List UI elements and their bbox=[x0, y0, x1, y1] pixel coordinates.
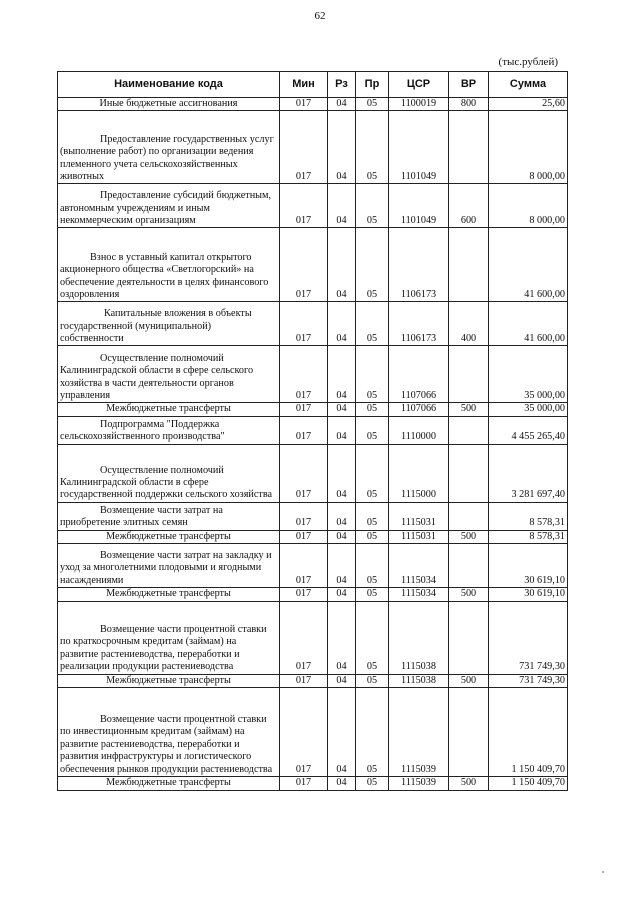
row-min: 017 bbox=[280, 416, 328, 444]
row-rz: 04 bbox=[328, 416, 356, 444]
row-min: 017 bbox=[280, 674, 328, 687]
row-csr: 1110000 bbox=[389, 416, 449, 444]
row-vr bbox=[449, 688, 489, 777]
row-sum: 1 150 409,70 bbox=[489, 688, 568, 777]
row-sum: 4 455 265,40 bbox=[489, 416, 568, 444]
row-sum: 35 000,00 bbox=[489, 403, 568, 416]
row-csr: 1107066 bbox=[389, 346, 449, 403]
row-min: 017 bbox=[280, 688, 328, 777]
row-min: 017 bbox=[280, 530, 328, 543]
table-row bbox=[58, 184, 568, 228]
row-csr: 1106173 bbox=[389, 228, 449, 302]
row-rz: 04 bbox=[328, 674, 356, 687]
row-name: Межбюджетные трансферты bbox=[58, 777, 280, 790]
row-pr: 05 bbox=[356, 98, 389, 111]
units-label: (тыс.рублей) bbox=[498, 56, 558, 68]
row-rz: 04 bbox=[328, 777, 356, 790]
row-csr: 1101049 bbox=[389, 111, 449, 184]
row-pr: 05 bbox=[356, 544, 389, 588]
header-min: Мин bbox=[280, 72, 328, 98]
row-min: 017 bbox=[280, 111, 328, 184]
row-vr bbox=[449, 502, 489, 530]
row-rz: 04 bbox=[328, 228, 356, 302]
row-vr: 500 bbox=[449, 403, 489, 416]
row-pr: 05 bbox=[356, 184, 389, 228]
row-min: 017 bbox=[280, 184, 328, 228]
row-name: Осуществление полномочий Калининградской области в сфере государственной поддержки сельского хозяйства bbox=[58, 444, 280, 502]
row-min: 017 bbox=[280, 502, 328, 530]
table-row bbox=[58, 111, 568, 184]
row-rz: 04 bbox=[328, 111, 356, 184]
row-csr: 1115000 bbox=[389, 444, 449, 502]
table-row bbox=[58, 346, 568, 403]
row-csr: 1115034 bbox=[389, 588, 449, 601]
row-vr bbox=[449, 111, 489, 184]
row-vr bbox=[449, 544, 489, 588]
row-name: Возмещение части затрат на приобретение элитных семян bbox=[58, 502, 280, 530]
row-pr: 05 bbox=[356, 502, 389, 530]
row-rz: 04 bbox=[328, 302, 356, 346]
row-rz: 04 bbox=[328, 588, 356, 601]
header-pr: Пр bbox=[356, 72, 389, 98]
table-row bbox=[58, 601, 568, 674]
row-vr: 400 bbox=[449, 302, 489, 346]
row-sum: 8 000,00 bbox=[489, 184, 568, 228]
row-sum: 731 749,30 bbox=[489, 601, 568, 674]
scan-artifact bbox=[602, 871, 604, 873]
row-csr: 1115031 bbox=[389, 502, 449, 530]
row-name: Предоставление государственных услуг (выполнение работ) по организации ведения племенного учета сельскохозяйственных животных bbox=[58, 111, 280, 184]
row-pr: 05 bbox=[356, 530, 389, 543]
row-sum: 30 619,10 bbox=[489, 588, 568, 601]
row-pr: 05 bbox=[356, 777, 389, 790]
row-min: 017 bbox=[280, 588, 328, 601]
row-sum: 8 578,31 bbox=[489, 530, 568, 543]
row-vr bbox=[449, 228, 489, 302]
row-csr: 1115031 bbox=[389, 530, 449, 543]
row-name: Возмещение части затрат на закладку и уход за многолетними плодовыми и ягодными насаждениями bbox=[58, 544, 280, 588]
row-pr: 05 bbox=[356, 228, 389, 302]
row-vr bbox=[449, 346, 489, 403]
table-row bbox=[58, 403, 568, 416]
row-name: Межбюджетные трансферты bbox=[58, 674, 280, 687]
row-vr bbox=[449, 601, 489, 674]
row-min: 017 bbox=[280, 98, 328, 111]
table-row bbox=[58, 544, 568, 588]
row-min: 017 bbox=[280, 601, 328, 674]
row-name: Иные бюджетные ассигнования bbox=[58, 98, 280, 111]
row-rz: 04 bbox=[328, 98, 356, 111]
row-min: 017 bbox=[280, 777, 328, 790]
row-rz: 04 bbox=[328, 403, 356, 416]
row-name: Возмещение части процентной ставки по краткосрочным кредитам (займам) на развитие растениеводства, переработки и реализации продукции растениеводства bbox=[58, 601, 280, 674]
row-name: Предоставление субсидий бюджетным, автономным учреждениям и иным некоммерческим организациям bbox=[58, 184, 280, 228]
row-sum: 41 600,00 bbox=[489, 302, 568, 346]
table-row bbox=[58, 688, 568, 777]
row-pr: 05 bbox=[356, 601, 389, 674]
header-sum: Сумма bbox=[489, 72, 568, 98]
row-sum: 8 000,00 bbox=[489, 111, 568, 184]
budget-table bbox=[57, 71, 568, 791]
header-row bbox=[58, 72, 568, 98]
row-sum: 731 749,30 bbox=[489, 674, 568, 687]
table-row bbox=[58, 502, 568, 530]
row-rz: 04 bbox=[328, 502, 356, 530]
row-csr: 1115039 bbox=[389, 777, 449, 790]
table-row bbox=[58, 674, 568, 687]
table-row bbox=[58, 416, 568, 444]
row-csr: 1115038 bbox=[389, 601, 449, 674]
page-number: 62 bbox=[314, 10, 326, 22]
row-name: Возмещение части процентной ставки по инвестиционным кредитам (займам) на развитие растениеводства, переработки и развития инфраструктуры и логистического обеспечения рынков продукции растениеводства bbox=[58, 688, 280, 777]
row-rz: 04 bbox=[328, 601, 356, 674]
row-csr: 1106173 bbox=[389, 302, 449, 346]
row-rz: 04 bbox=[328, 444, 356, 502]
row-pr: 05 bbox=[356, 403, 389, 416]
header-name: Наименование кода bbox=[58, 72, 280, 98]
row-pr: 05 bbox=[356, 674, 389, 687]
row-rz: 04 bbox=[328, 544, 356, 588]
row-name: Межбюджетные трансферты bbox=[58, 403, 280, 416]
row-vr: 500 bbox=[449, 674, 489, 687]
row-name: Осуществление полномочий Калининградской области в сфере сельского хозяйства в части деятельности органов управления bbox=[58, 346, 280, 403]
row-csr: 1107066 bbox=[389, 403, 449, 416]
row-rz: 04 bbox=[328, 346, 356, 403]
row-sum: 41 600,00 bbox=[489, 228, 568, 302]
row-name: Межбюджетные трансферты bbox=[58, 588, 280, 601]
row-min: 017 bbox=[280, 444, 328, 502]
row-vr: 600 bbox=[449, 184, 489, 228]
row-rz: 04 bbox=[328, 184, 356, 228]
row-csr: 1115034 bbox=[389, 544, 449, 588]
row-pr: 05 bbox=[356, 688, 389, 777]
row-sum: 1 150 409,70 bbox=[489, 777, 568, 790]
table-row bbox=[58, 530, 568, 543]
row-vr bbox=[449, 444, 489, 502]
row-vr bbox=[449, 416, 489, 444]
row-sum: 3 281 697,40 bbox=[489, 444, 568, 502]
table-row bbox=[58, 444, 568, 502]
row-pr: 05 bbox=[356, 111, 389, 184]
row-sum: 25,60 bbox=[489, 98, 568, 111]
row-min: 017 bbox=[280, 544, 328, 588]
table-row bbox=[58, 777, 568, 790]
row-csr: 1101049 bbox=[389, 184, 449, 228]
row-vr: 500 bbox=[449, 530, 489, 543]
row-min: 017 bbox=[280, 403, 328, 416]
row-pr: 05 bbox=[356, 444, 389, 502]
table-row bbox=[58, 588, 568, 601]
row-vr: 500 bbox=[449, 777, 489, 790]
row-min: 017 bbox=[280, 228, 328, 302]
row-pr: 05 bbox=[356, 416, 389, 444]
row-rz: 04 bbox=[328, 530, 356, 543]
row-csr: 1100019 bbox=[389, 98, 449, 111]
table-row bbox=[58, 302, 568, 346]
table-row bbox=[58, 228, 568, 302]
table-row bbox=[58, 98, 568, 111]
header-vr: ВР bbox=[449, 72, 489, 98]
header-csr: ЦСР bbox=[389, 72, 449, 98]
row-name: Межбюджетные трансферты bbox=[58, 530, 280, 543]
header-rz: Рз bbox=[328, 72, 356, 98]
row-csr: 1115039 bbox=[389, 688, 449, 777]
row-name: Капитальные вложения в объекты государственной (муниципальной) собственности bbox=[58, 302, 280, 346]
row-pr: 05 bbox=[356, 346, 389, 403]
row-csr: 1115038 bbox=[389, 674, 449, 687]
row-name: Подпрограмма "Поддержка сельскохозяйственного производства" bbox=[58, 416, 280, 444]
row-pr: 05 bbox=[356, 302, 389, 346]
row-min: 017 bbox=[280, 302, 328, 346]
row-name: Взнос в уставный капитал открытого акционерного общества «Светлогорский» на обеспечение деятельности в целях финансового оздоровления bbox=[58, 228, 280, 302]
row-min: 017 bbox=[280, 346, 328, 403]
row-sum: 30 619,10 bbox=[489, 544, 568, 588]
row-rz: 04 bbox=[328, 688, 356, 777]
row-pr: 05 bbox=[356, 588, 389, 601]
row-vr: 800 bbox=[449, 98, 489, 111]
row-sum: 35 000,00 bbox=[489, 346, 568, 403]
row-sum: 8 578,31 bbox=[489, 502, 568, 530]
row-vr: 500 bbox=[449, 588, 489, 601]
